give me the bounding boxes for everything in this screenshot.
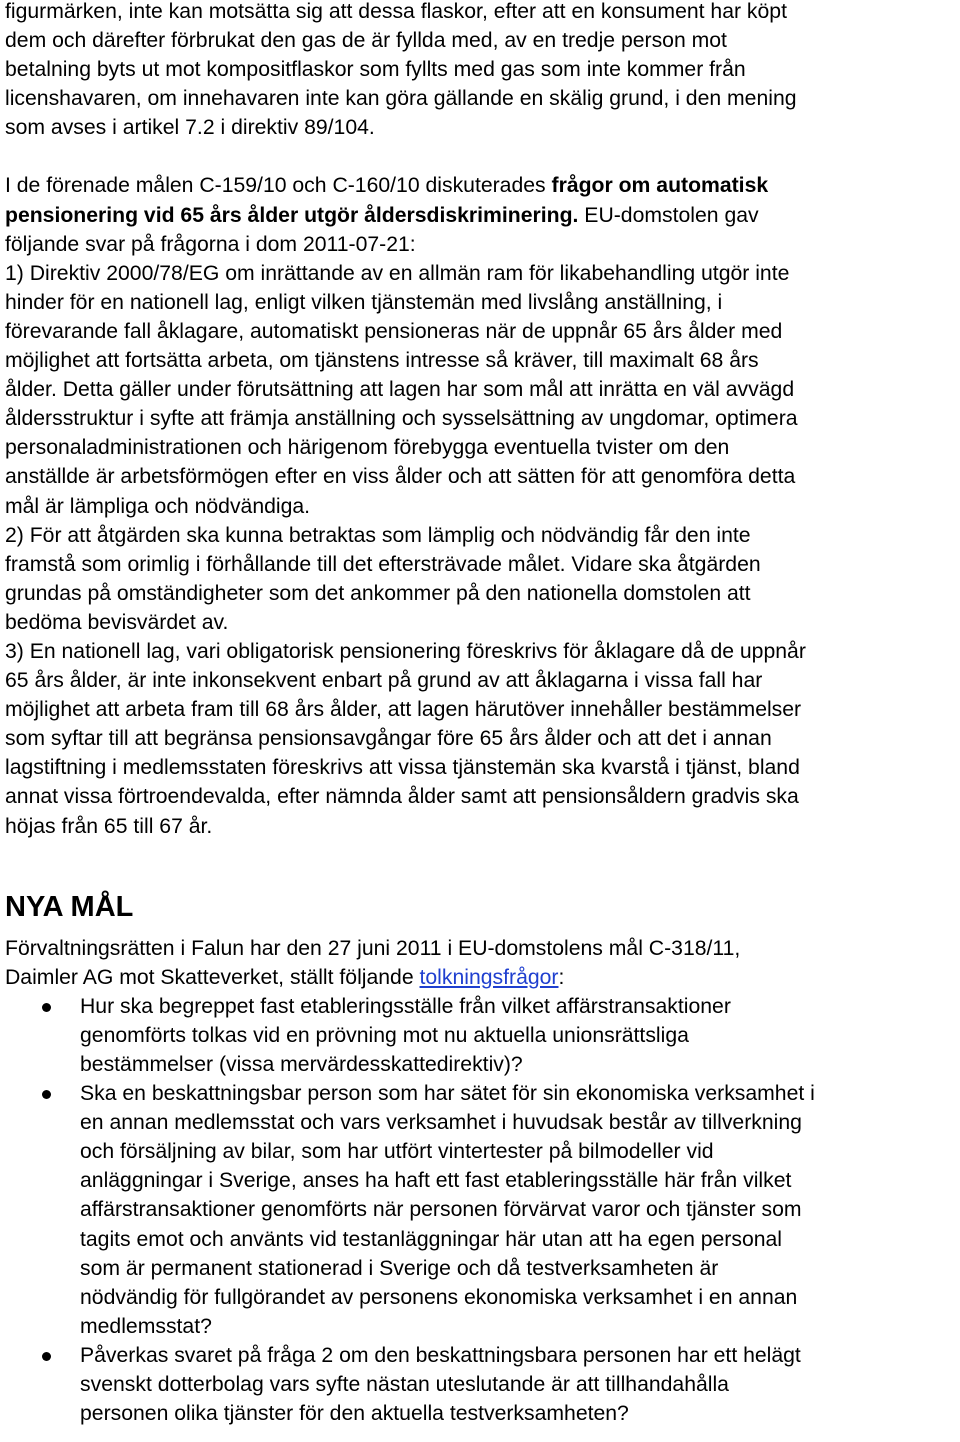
text-line: Förvaltningsrätten i Falun har den 27 juni 2011 i EU-domstolens mål C-318/11, (5, 936, 741, 960)
paragraph-trademark-ruling (5, 0, 957, 142)
paragraph-spacer (5, 142, 957, 171)
text-line: en annan medlemsstat och vars verksamhet i huvudsak består av tillverkning (80, 1111, 802, 1135)
text-line: lagstiftning i medlemsstaten föreskrivs att vissa tjänstemän ska kvarstå i tjänst, bland (5, 756, 800, 780)
text-line: förevarande fall åklagare, automatiskt pensioneras när de uppnår 65 års ålder med (5, 319, 783, 343)
text-line: 2) För att åtgärden ska kunna betraktas som lämplig och nödvändig får den inte (5, 523, 751, 547)
list-item (5, 1341, 957, 1428)
text-plain: EU-domstolen gav (578, 203, 759, 227)
text-bold-emphasis: pensionering vid 65 års ålder utgör åldersdiskriminering. (5, 203, 579, 227)
text-line: möjlighet att arbeta fram till 68 års ålder, att lagen härutöver innehåller bestämmelser (5, 698, 802, 722)
text-line: figurmärken, inte kan motsätta sig att dessa flaskor, efter att en konsument har köpt (5, 0, 787, 23)
text-line: Påverkas svaret på fråga 2 om den beskattningsbara personen har ett helägt (80, 1343, 801, 1367)
text-line: och försäljning av bilar, som har utfört vintertester på bilmodeller vid (80, 1140, 714, 1164)
question-list (5, 992, 957, 1428)
tolkningsfragor-link[interactable]: tolkningsfrågor (419, 965, 559, 989)
text-line: genomförts tolkas vid en prövning mot nu aktuella unionsrättsliga (80, 1023, 689, 1047)
section-intro (5, 934, 957, 992)
text-line: bedöma bevisvärdet av. (5, 610, 229, 634)
list-item (5, 992, 957, 1079)
bullet-icon (42, 1090, 51, 1099)
text-line: tagits emot och använts vid testanläggningar här utan att ha egen personal (80, 1227, 783, 1251)
text-bold-emphasis: frågor om automatisk (551, 174, 769, 198)
text-line: Hur ska begreppet fast etableringsställe från vilket affärstransaktioner (80, 994, 731, 1018)
text-line: mål är lämpliga och nödvändiga. (5, 494, 311, 518)
text-line: anställde är arbetsförmögen efter en viss ålder och att sätten för att genomföra detta (5, 465, 796, 489)
text-line: nödvändig för fullgörandet av personens ekonomiska verksamhet i en annan (80, 1285, 798, 1309)
text-line (5, 201, 957, 230)
text-line: hinder för en nationell lag, enligt vilken tjänstemän med livslång anställning, i (5, 290, 723, 314)
text-line: licenshavaren, om innehavaren inte kan göra gällande en skälig grund, i den mening (5, 87, 797, 111)
text-line: dem och därefter förbrukat den gas de är fyllda med, av en tredje person mot (5, 29, 727, 53)
text-line: bestämmelser (vissa mervärdesskattedirektiv)? (80, 1053, 523, 1076)
text-line (5, 963, 957, 992)
text-line: som är permanent stationerad i Sverige och då testverksamheten är (80, 1256, 719, 1280)
text-line: personen olika tjänster för den aktuella testverksamheten? (80, 1402, 629, 1426)
text-line: möjlighet att fortsätta arbeta, om tjänstens intresse så kräver, till maximalt 68 års (5, 349, 759, 373)
text-plain: Daimler AG mot Skatteverket, ställt följande (5, 965, 420, 989)
document-page (5, 0, 957, 1428)
text-line: följande svar på frågorna i dom 2011-07-21: (5, 232, 416, 256)
text-line: grundas på omständigheter som det ankommer på den nationella domstolen att (5, 581, 751, 605)
text-line: åldersstruktur i syfte att främja anställning och sysselsättning av ungdomar, optimera (5, 407, 798, 431)
text-line: medlemsstat? (80, 1314, 212, 1338)
text-plain: : (558, 965, 565, 989)
text-line: 65 års ålder, är inte inkonsekvent enbart på grund av att åklagarna i vissa fall har (5, 669, 763, 693)
paragraph-retirement-ruling (5, 171, 957, 840)
bullet-icon (42, 1003, 51, 1012)
text-line: annat vissa förtroendevalda, efter nämnda ålder samt att pensionsåldern gradvis ska (5, 785, 799, 809)
text-line: ålder. Detta gäller under förutsättning att lagen har som mål att inrätta en väl avvägd (5, 378, 795, 402)
text-line: höjas från 65 till 67 år. (5, 814, 213, 838)
section-spacer (5, 841, 957, 889)
text-line: 3) En nationell lag, vari obligatorisk pensionering föreskrivs för åklagare då de uppnår (5, 639, 806, 663)
text-line (5, 171, 957, 200)
text-plain: I de förenade målen C-159/10 och C-160/10 diskuterades (5, 174, 552, 198)
text-line: betalning byts ut mot kompositflaskor som fyllts med gas som inte kommer från (5, 58, 746, 82)
text-line: som syftar till att begränsa pensionsavgångar före 65 års ålder och att det i annan (5, 727, 772, 751)
bullet-icon (42, 1352, 51, 1361)
text-line: som avses i artikel 7.2 i direktiv 89/104. (5, 116, 375, 140)
text-line: framstå som orimlig i förhållande till det eftersträvade målet. Vidare ska åtgärden (5, 552, 761, 576)
text-line: affärstransaktioner genomförts när personen förvärvat varor och tjänster som (80, 1198, 802, 1222)
text-line: svenskt dotterbolag vars syfte nästan uteslutande är att tillhandahålla (80, 1373, 729, 1397)
section-heading: NYA MÅL (5, 890, 134, 923)
text-line: personaladministrationen och härigenom förebygga eventuella tvister om den (5, 436, 730, 460)
list-item (5, 1079, 957, 1341)
text-line: 1) Direktiv 2000/78/EG om inrättande av en allmän ram för likabehandling utgör inte (5, 261, 790, 285)
text-line: anläggningar i Sverige, anses ha haft ett fast etableringsställe här från vilket (80, 1169, 792, 1193)
text-line: Ska en beskattningsbar person som har sätet för sin ekonomiska verksamhet i (80, 1082, 815, 1106)
